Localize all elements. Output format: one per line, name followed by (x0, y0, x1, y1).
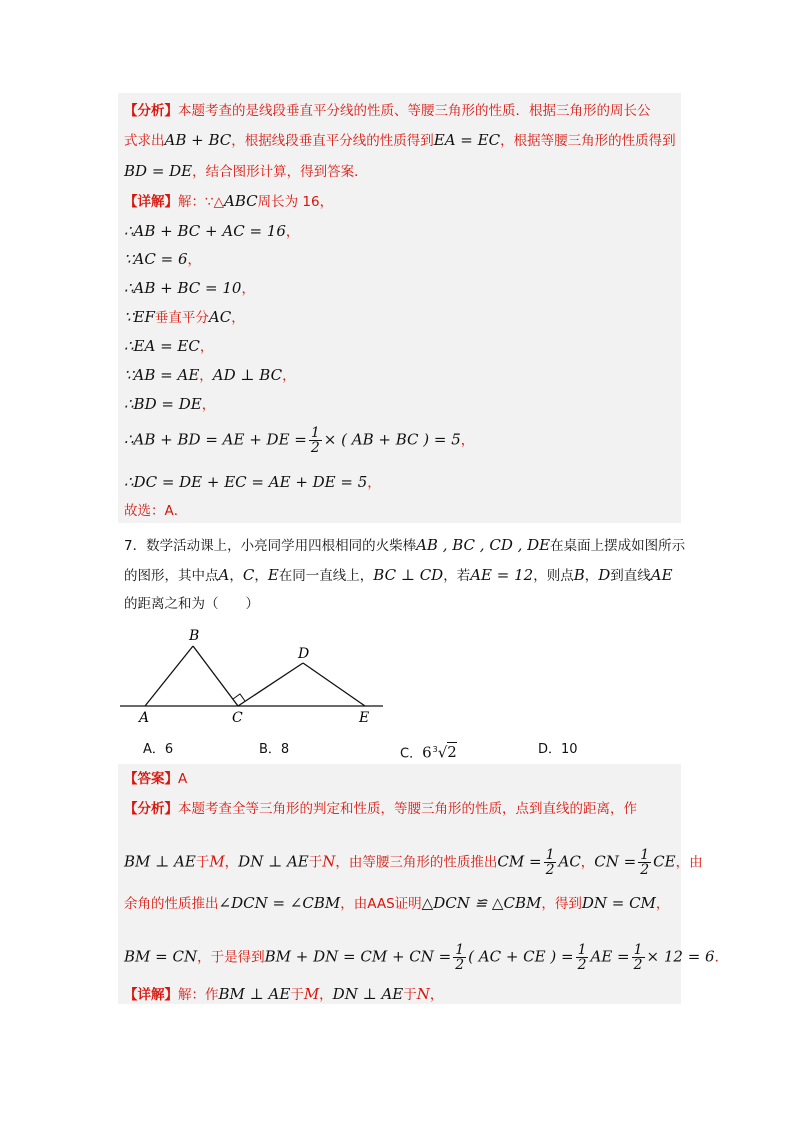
sol7-analysis-line1: 【分析】本题考查全等三角形的判定和性质，等腰三角形的性质，点到直线的距离，作 (124, 801, 637, 817)
sol7-detail-line: 【详解】解：作BM ⊥ AE于M，DN ⊥ AE于N， (124, 985, 444, 1003)
label-b: B (189, 628, 200, 644)
radical-sign: √ (437, 743, 448, 762)
sol6-analysis-line3: BD = DE，结合图形计算，得到答案． (124, 162, 368, 180)
fraction-half: $\frac{1}{2}$ (310, 425, 320, 456)
sol6-step5: ∴EA = EC， (124, 337, 214, 355)
segment-ab (145, 646, 193, 706)
fraction-half: $\frac{1}{2}$ (455, 942, 465, 973)
segment-bc (193, 646, 238, 706)
sol6-step4: ∵EF垂直平分AC， (124, 308, 245, 326)
sol6-step2: ∵AC = 6， (124, 250, 202, 268)
sol6-analysis-line1: 【分析】本题考查的是线段垂直平分线的性质、等腰三角形的性质．根据三角形的周长公 (124, 103, 651, 119)
option-d[interactable]: D．10 (538, 742, 578, 757)
sol6-step3: ∴AB + BC = 10， (124, 279, 255, 297)
sol7-analysis-line3: 余角的性质推出∠DCN = ∠CBM，由AAS证明△DCN ≌ △CBM，得到DN = CM， (124, 894, 670, 912)
q7-line2: 的图形，其中点A，C，E在同一直线上，BC ⊥ CD，若AE = 12，则点B，D到直线AE (124, 566, 673, 584)
matchstick-figure (118, 626, 388, 726)
segment-de (303, 663, 365, 706)
sol7-answer-line: 【答案】A (124, 771, 188, 787)
label-d: D (298, 646, 310, 662)
option-a[interactable]: A．6 (143, 742, 174, 757)
sol6-answer: 故选：A． (124, 503, 188, 519)
label-c: C (232, 710, 243, 726)
segment-cd (238, 663, 303, 706)
fraction-half: $\frac{1}{2}$ (545, 847, 555, 878)
sol6-step9: ∴DC = DE + EC = AE + DE = 5， (124, 473, 381, 491)
option-b[interactable]: B．8 (259, 742, 290, 757)
right-angle-mark (233, 694, 245, 701)
sol6-step7: ∴BD = DE， (124, 395, 216, 413)
label-a: A (139, 710, 150, 726)
sol6-step6: ∵AB = AE，AD ⊥ BC， (124, 366, 296, 384)
root-index: 3 (432, 745, 438, 754)
sol7-analysis-line4: BM = CN，于是得到BM + DN = CM + CN = $\frac{1}{2}$ ( AC + CE ) = $\frac{1}{2}$ AE = $\frac{1}{2}$ × 12 = 6． (124, 942, 729, 973)
sol6-step8: ∴AB + BD = AE + DE = $\frac{1}{2}$ × ( AB + BC ) = 5， (124, 425, 475, 456)
fraction-half: $\frac{1}{2}$ (633, 942, 643, 973)
sol6-step1: ∴AB + BC + AC = 16， (124, 222, 300, 240)
sol6-analysis-line2: 式求出AB + BC，根据线段垂直平分线的性质得到EA = EC，根据等腰三角形的性质得到 (124, 131, 676, 149)
q7-line1: 7．数学活动课上，小亮同学用四根相同的火柴棒AB , BC , CD , DE在桌面上摆成如图所示 (124, 536, 686, 554)
sol6-detail-line: 【详解】解：∵△ABC周长为 16， (124, 192, 334, 210)
label-e: E (359, 710, 370, 726)
fraction-half: $\frac{1}{2}$ (640, 847, 650, 878)
q7-line3: 的距离之和为（ ） (124, 596, 259, 612)
fraction-half: $\frac{1}{2}$ (577, 942, 587, 973)
sol7-analysis-line2: BM ⊥ AE于M，DN ⊥ AE于N，由等腰三角形的性质推出CM = $\frac{1}{2}$ AC，CN = $\frac{1}{2}$ CE，由 (124, 847, 703, 878)
option-c[interactable]: C．$6^3√2$ (400, 743, 457, 762)
